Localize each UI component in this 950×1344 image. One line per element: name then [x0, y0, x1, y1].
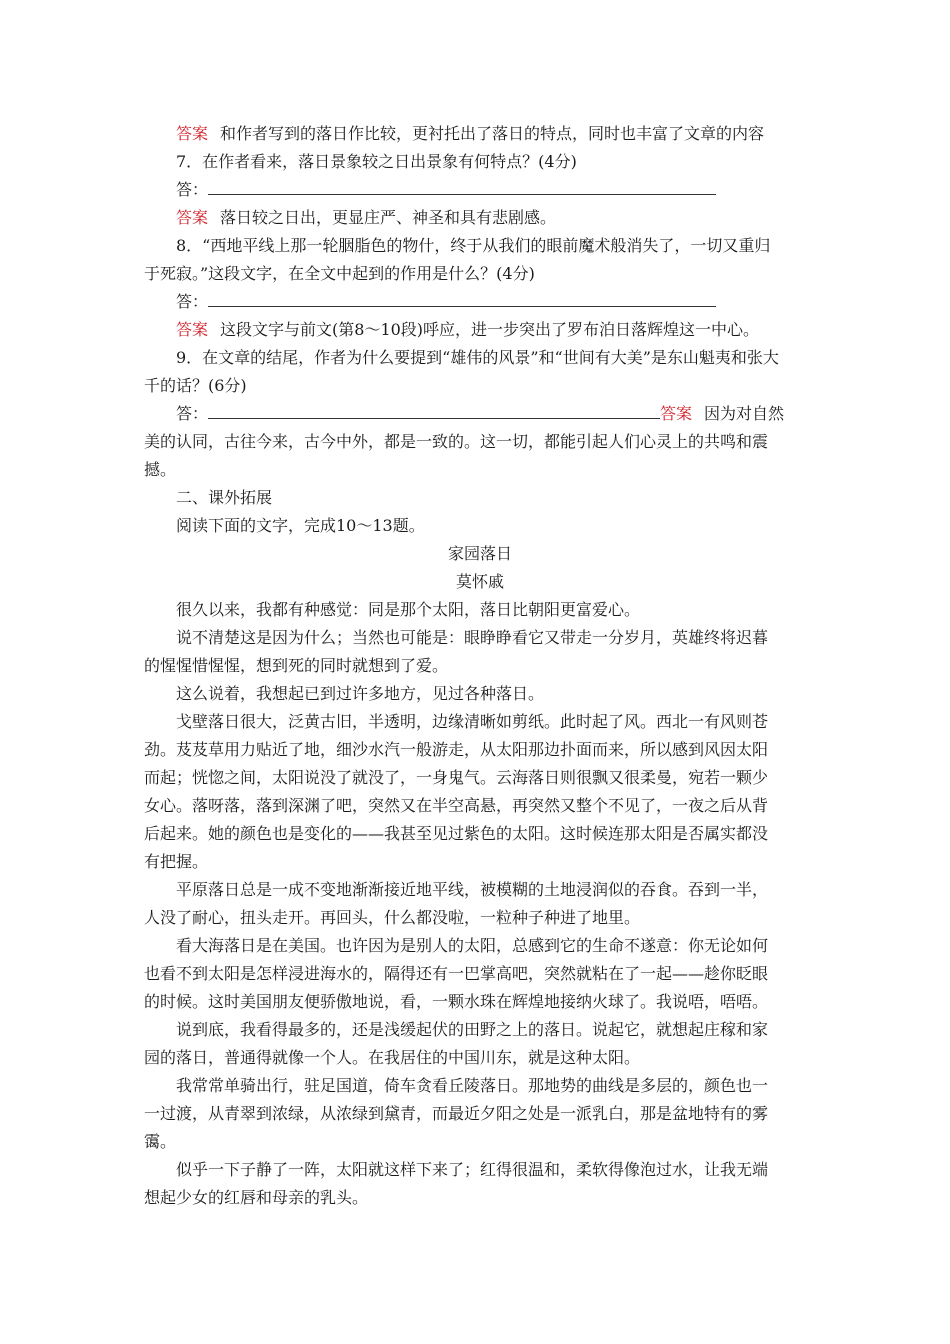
- q8-answer-blank-line: [176, 290, 816, 314]
- q9-answer-line2: 美的认同，古往今来，古今中外，都是一致的。这一切，都能引起人们心灵上的共鸣和震: [144, 432, 769, 451]
- paragraph-7-line1: 说到底，我看得最多的，还是浅缓起伏的田野之上的落日。说起它，就想起庄稼和家: [176, 1020, 769, 1039]
- answer-tag: 答案: [176, 124, 209, 143]
- q9-answer-line3: 撼。: [144, 460, 177, 479]
- q7-answer-line: [176, 206, 816, 230]
- q9-question-line1: 9．在文章的结尾，作者为什么要提到“雄伟的风景”和“世间有大美”是东山魁夷和张大: [176, 348, 779, 367]
- q6-answer-line: [176, 122, 816, 146]
- paragraph-9-line1: 似乎一下子静了一阵，太阳就这样下来了；红得很温和，柔软得像泡过水，让我无端: [176, 1160, 769, 1179]
- answer-blank[interactable]: [208, 178, 716, 195]
- paragraph-4-line1: 戈壁落日很大，泛黄古旧，半透明，边缘清晰如剪纸。此时起了风。西北一有风则苍: [176, 712, 769, 731]
- q7-answer-blank-line: [176, 178, 816, 202]
- answer-tag: 答案: [176, 208, 209, 227]
- paragraph-8-line2: 一过渡，从青翠到浓绿，从浓绿到黛青，而最近夕阳之处是一派乳白，那是盆地特有的雾: [144, 1104, 769, 1123]
- paragraph-5-line1: 平原落日总是一成不变地渐渐接近地平线，被模糊的土地浸润似的吞食。吞到一半，: [176, 880, 769, 899]
- answer-prefix: 答：: [176, 404, 209, 423]
- section-instruction: 阅读下面的文字，完成10～13题。: [176, 516, 425, 535]
- paragraph-6-line2: 也看不到太阳是怎样浸进海水的，隔得还有一巴掌高吧，突然就粘在了一起——趁你眨眼: [144, 964, 769, 983]
- q8-question-line2: 于死寂。”这段文字，在全文中起到的作用是什么？(4分): [144, 264, 535, 283]
- paragraph-9-line2: 想起少女的红唇和母亲的乳头。: [144, 1188, 369, 1207]
- answer-tag: 答案: [176, 320, 209, 339]
- paragraph-4-line5: 后起来。她的颜色也是变化的——我甚至见过紫色的太阳。这时候连那太阳是否属实都没: [144, 824, 769, 843]
- paragraph-2-line1: 说不清楚这是因为什么；当然也可能是：眼睁睁看它又带走一分岁月，英雄终将迟暮: [176, 628, 769, 647]
- q7-question: 7．在作者看来，落日景象较之日出景象有何特点？(4分): [176, 152, 577, 171]
- answer-text: 这段文字与前文(第8～10段)呼应，进一步突出了罗布泊日落辉煌这一中心。: [220, 320, 760, 339]
- q9-question-line2: 千的话？(6分): [144, 376, 247, 395]
- answer-tag: 答案: [660, 404, 693, 423]
- paragraph-7-line2: 园的落日，普通得就像一个人。在我居住的中国川东，就是这种太阳。: [144, 1048, 641, 1067]
- answer-prefix: 答：: [176, 180, 209, 199]
- q8-answer-line: [176, 318, 816, 342]
- answer-blank[interactable]: [208, 290, 716, 307]
- q8-question-line1: 8．“西地平线上那一轮胭脂色的物什，终于从我们的眼前魔术般消失了，一切又重归: [176, 236, 771, 255]
- paragraph-3: 这么说着，我想起已到过许多地方，见过各种落日。: [176, 684, 545, 703]
- paragraph-4-line3: 而起；恍惚之间，太阳说没了就没了，一身鬼气。云海落日则很飘又很柔曼，宛若一颗少: [144, 768, 769, 787]
- paragraph-5-line2: 人没了耐心，扭头走开。再回头，什么都没啦，一粒种子种进了地里。: [144, 908, 641, 927]
- q9-answer-blank-line: [176, 402, 816, 426]
- article-title: 家园落日: [447, 544, 512, 563]
- paragraph-6-line1: 看大海落日是在美国。也许因为是别人的太阳，总感到它的生命不遂意：你无论如何: [176, 936, 769, 955]
- paragraph-2-line2: 的惺惺惜惺惺，想到死的同时就想到了爱。: [144, 656, 449, 675]
- answer-blank[interactable]: [208, 402, 660, 419]
- article-author: 莫怀戚: [455, 572, 504, 591]
- answer-text: 和作者写到的落日作比较，更衬托出了落日的特点，同时也丰富了文章的内容: [220, 124, 765, 143]
- paragraph-6-line3: 的时候。这时美国朋友便骄傲地说，看，一颗水珠在辉煌地接纳火球了。我说唔，唔唔。: [144, 992, 769, 1011]
- paragraph-8-line1: 我常常单骑出行，驻足国道，倚车贪看丘陵落日。那地势的曲线是多层的，颜色也一: [176, 1076, 769, 1095]
- answer-prefix: 答：: [176, 292, 209, 311]
- paragraph-8-line3: 霭。: [144, 1132, 177, 1151]
- paragraph-4-line4: 女心。落呀落，落到深渊了吧，突然又在半空高悬，再突然又整个不见了，一夜之后从背: [144, 796, 769, 815]
- answer-text: 落日较之日出，更显庄严、神圣和具有悲剧感。: [220, 208, 557, 227]
- section-heading: 二、课外拓展: [176, 488, 273, 507]
- answer-text: 因为对自然: [704, 404, 785, 423]
- paragraph-4-line2: 劲。芨芨草用力贴近了地，细沙水汽一般游走，从太阳那边扑面而来，所以感到风因太阳: [144, 740, 769, 759]
- paragraph-4-line6: 有把握。: [144, 852, 209, 871]
- paragraph-1: 很久以来，我都有种感觉：同是那个太阳，落日比朝阳更富爱心。: [176, 600, 641, 619]
